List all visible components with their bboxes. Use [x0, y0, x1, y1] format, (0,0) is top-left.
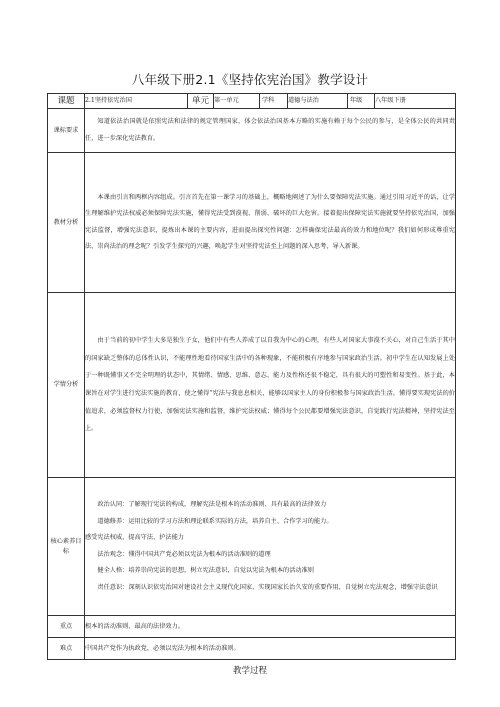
key-points-row [48, 616, 456, 638]
grade-value: 八年级下册 [375, 94, 456, 109]
grade-label: 年级 [348, 94, 375, 109]
core-item: 感受宪法权威，提高守法、护法能力 [85, 534, 184, 541]
core-item: 健全人格：培养崇尚宪法的思想，树立宪法意识，自觉以宪法为根本的活动准则 [97, 567, 314, 574]
core-item: 责任意识：深刻认识依宪治国对建设社会主义现代化国家、实现国家长治久安的重要作用，自觉树立宪法观念，增强守法意识 [97, 583, 438, 591]
key-points-label: 重点 [48, 616, 85, 638]
difficulties-text: 中国共产党作为执政党，必须以宪法为根本的活动准则。 [85, 638, 456, 660]
core-item: 法治观念：懂得中国共产党必须以宪法为根本的活动准则的道理 [97, 550, 271, 558]
students-row [48, 293, 456, 478]
core-item: 政治认同：了解现行宪法的构成，理解宪法是根本的活动准则、具有最高的法律效力 [97, 501, 327, 508]
core-row [48, 478, 456, 616]
difficulties-label: 难点 [48, 638, 85, 660]
unit-value: 第一单元 [214, 94, 260, 109]
students-label: 学情分析 [48, 293, 85, 478]
textbook-content [85, 153, 456, 293]
core-content [85, 478, 456, 616]
textbook-row [48, 153, 456, 293]
standards-content [85, 109, 456, 153]
students-text: 由于当前的初中学生大多是独生子女，他们中有些人养成了以自我为中心的心理，有些人对国家大事漠不关心，对自己生活于其中的国家缺乏整体的总体性认识，不能理性地看待国家生活中的各种现象，不能积极有序地参与国家政治生活。初中学生在认知发展上处于一种既懂事又不完全明理的状态中，其情绪、情感、思维、意志、能力及性格还很不稳定，具有很大的可塑性和易变性。基于此，本课旨在对学生进行宪法实施的教育，使之懂得“宪法与我息息相关，能够以国家主人的身份积极参与国家政治生活，懂得要实现宪法的价值追求，必须监督权力行使，加强宪法实施和监督，维护宪法权威；懂得每个公民都要增强宪法意识，自觉践行宪法精神，坚持宪法至上。 [85, 337, 455, 433]
core-label: 核心素养目标 [48, 478, 85, 616]
lesson-plan-table [47, 93, 456, 660]
standards-row [48, 109, 456, 153]
standards-text: 知道依法治国就是依照宪法和法律的规定管理国家，体会依法治国基本方略的实施有赖于每个公民的参与，是全体公民的共同责任，进一步深化宪法教育。 [85, 118, 455, 142]
topic-value: 2.1坚持依宪治国 [85, 94, 188, 109]
textbook-text: 本课由引言和两框内容组成。引言首先在第一课学习的基础上，概略地阐述了为什么要保障宪法实施。通过引用习近平的话，让学生理解维护宪法权威必须保障宪法实施，懂得宪法受到漠视、削弱、破坏的巨大危害。接着提出保障宪法实施就要坚持依宪治国，加强宪法监督，增强宪法意识，提炼出本课的主要内容，进而提出探究性问题：怎样确保宪法最高的效力和地位呢？我们如何形成尊重宪法、崇尚法治的理念呢？引发学生探究的兴趣，唤起学生对坚持宪法至上问题的深入思考，导入新课。 [85, 193, 455, 250]
document-title: 八年级下册2.1《坚持依宪治国》教学设计 [131, 72, 369, 87]
students-content [85, 293, 456, 478]
difficulties-row [48, 638, 456, 660]
section-heading: 教学过程 [232, 666, 267, 676]
key-points-text: 根本的活动准则、最高的法律效力。 [85, 616, 456, 638]
header-row [48, 94, 456, 109]
subject-value: 道德与法治 [288, 94, 348, 109]
core-item: 道德修养：运用比较的学习方法和理论联系实际的方法，培养自主、合作学习的能力。 [97, 517, 333, 525]
unit-label: 单元 [188, 94, 214, 109]
topic-label: 课题 [48, 94, 85, 109]
standards-label: 课标要求 [48, 109, 85, 153]
textbook-label: 教材分析 [48, 153, 85, 293]
subject-label: 学科 [260, 94, 288, 109]
